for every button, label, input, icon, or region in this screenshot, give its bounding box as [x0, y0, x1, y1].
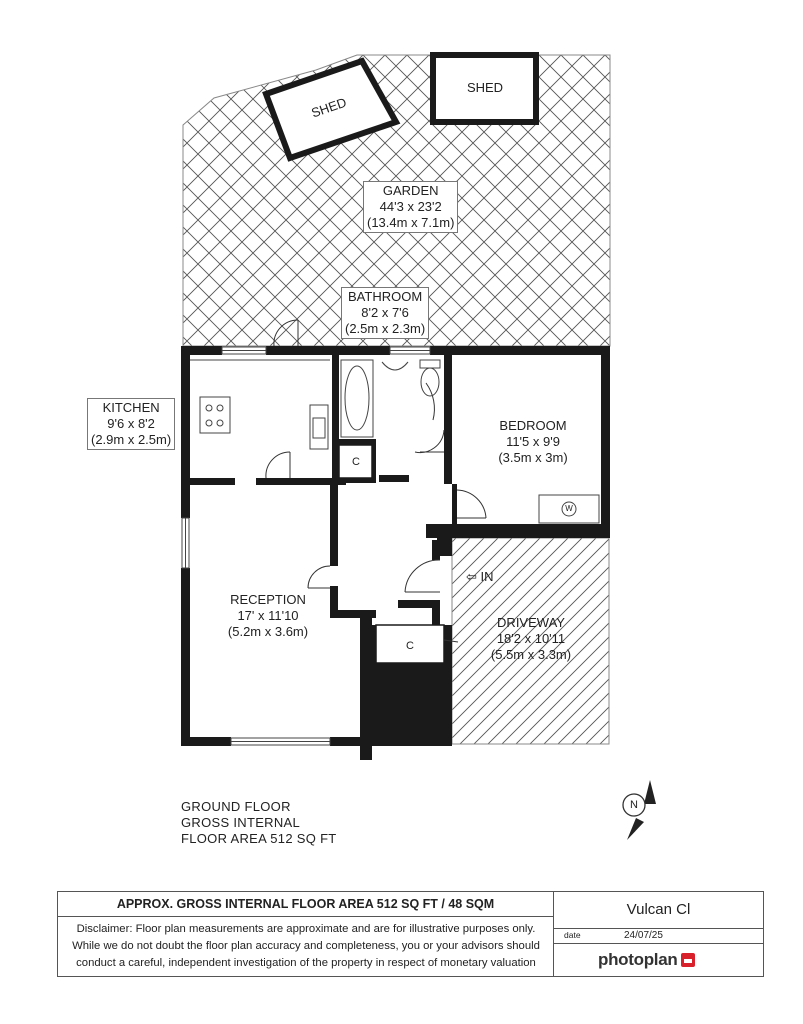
kitchen-label — [87, 398, 175, 450]
cupboard-1-marker — [350, 454, 362, 470]
bedroom-metric: (3.5m x 3m) — [498, 450, 568, 465]
footer-panel — [57, 891, 764, 977]
date-value: 24/07/25 — [624, 930, 663, 941]
cupboard-2-marker — [404, 638, 416, 654]
driveway-imperial: 18'2 x 10'11 — [496, 631, 566, 646]
entrance-arrow-icon: ⇦ — [466, 569, 481, 584]
floor-area-summary — [181, 799, 337, 847]
property-name: Vulcan Cl — [554, 892, 763, 929]
footer-info — [58, 892, 554, 976]
cupboard-1-letter: C — [352, 456, 360, 468]
bathroom-label — [341, 287, 429, 339]
date-row — [554, 928, 763, 944]
kitchen-metric: (2.9m x 2.5m) — [91, 432, 172, 447]
disclaimer-line: Disclaimer: Floor plan measurements are approximate and are for illustrative purposes only. — [76, 923, 536, 935]
kitchen-imperial: 9'6 x 8'2 — [107, 416, 155, 431]
bedroom-label — [488, 418, 578, 466]
brand-logo: photoplan — [598, 950, 678, 969]
bedroom-name: BEDROOM — [499, 418, 567, 433]
reception-metric: (5.2m x 3.6m) — [227, 624, 309, 639]
bathroom-name: BATHROOM — [348, 289, 423, 304]
shed-2-label — [462, 80, 508, 96]
footer-property — [554, 892, 763, 976]
disclaimer — [62, 921, 550, 972]
date-label: date — [564, 930, 581, 940]
driveway-metric: (5.5m x 3.3m) — [490, 647, 572, 662]
wardrobe-marker — [563, 502, 575, 516]
garden-name: GARDEN — [382, 183, 439, 198]
garden-label — [363, 181, 458, 233]
kitchen-name: KITCHEN — [102, 400, 160, 415]
bathroom-imperial: 8'2 x 7'6 — [361, 305, 409, 320]
reception-name: RECEPTION — [230, 592, 306, 607]
driveway-label — [481, 615, 581, 663]
reception-label — [218, 592, 318, 640]
garden-imperial: 44'3 x 23'2 — [379, 199, 442, 214]
brand-mark-icon — [681, 953, 695, 967]
total-area-title: APPROX. GROSS INTERNAL FLOOR AREA 512 SQ FT / 48 SQM — [58, 892, 553, 917]
entrance-label: IN — [480, 569, 494, 584]
cupboard-2-letter: C — [406, 640, 414, 652]
reception-imperial: 17' x 11'10 — [237, 608, 299, 623]
entrance-marker — [466, 569, 494, 585]
disclaimer-line: conduct a careful, independent investigation of the property in respect of monetary valuation — [76, 957, 536, 969]
north-letter: N — [630, 799, 638, 811]
floor-area-line-1: GROSS INTERNAL — [181, 815, 301, 830]
bedroom-imperial: 11'5 x 9'9 — [506, 434, 560, 449]
wardrobe-letter: W — [565, 504, 573, 513]
shed-1-name: SHED — [309, 94, 349, 121]
shed-2-name: SHED — [466, 80, 504, 95]
floor-area-line-2: FLOOR AREA 512 SQ FT — [181, 831, 337, 846]
garden-metric: (13.4m x 7.1m) — [367, 215, 455, 230]
disclaimer-line: While we do not doubt the floor plan accuracy and completeness, you or your advisors should — [72, 940, 540, 952]
floor-name: GROUND FLOOR — [181, 799, 291, 814]
driveway-name: DRIVEWAY — [497, 615, 565, 630]
north-label — [628, 797, 640, 813]
bathroom-metric: (2.5m x 2.3m) — [345, 321, 426, 336]
